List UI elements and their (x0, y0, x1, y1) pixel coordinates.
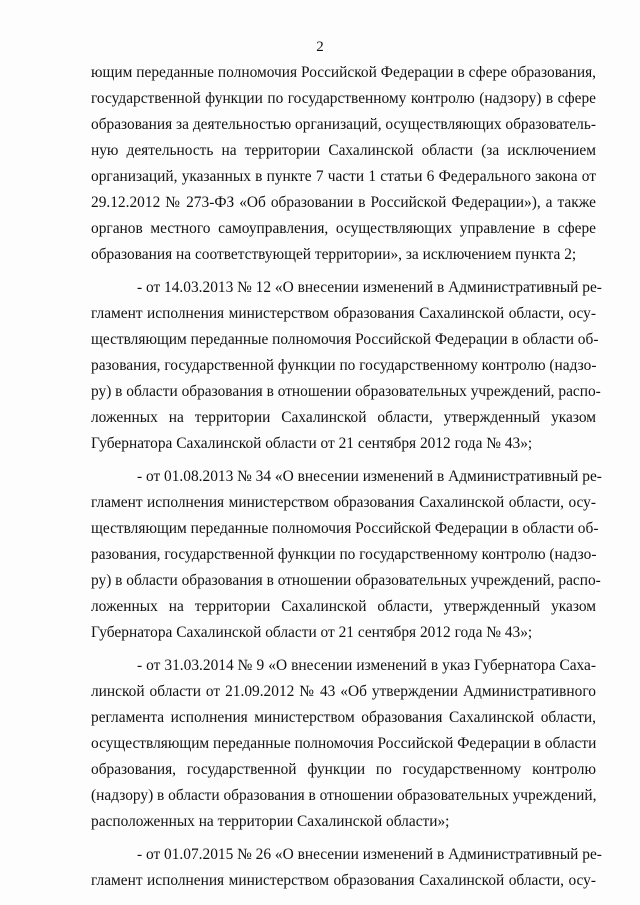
text-line: регламента исполнения министерством образования Сахалинской области, (91, 709, 596, 726)
text-line: линской области от 21.09.2012 № 43 «Об утверждении Административного (91, 683, 596, 700)
paragraph-intro-continuation (91, 60, 596, 268)
text-line: ру) в области образования в отношении образовательных учреждений, распо- (91, 383, 601, 400)
paragraph-amendment-2013-03-14 (91, 275, 602, 457)
text-line: ющим переданные полномочия Российской Федерации в сфере образования, (91, 64, 596, 81)
text-line: образования за деятельностью организаций, осуществляющих образователь- (91, 116, 596, 133)
text-line: (надзору) в области образования в отношении образовательных учреждений, (91, 787, 597, 804)
text-line: ществляющим переданные полномочия Российской Федерации в области об- (91, 331, 599, 348)
text-line: 29.12.2012 № 273-ФЗ «Об образовании в Российской Федерации»), а также (91, 194, 596, 211)
text-line: - от 31.03.2014 № 9 «О внесении изменений в указ Губернатора Саха- (137, 657, 596, 674)
document-body (91, 60, 602, 901)
text-line: - от 01.07.2015 № 26 «О внесении изменений в Административный ре- (137, 846, 602, 863)
text-line: расположенных на территории Сахалинской области»; (91, 813, 450, 830)
text-line: осуществляющим переданные полномочия Российской Федерации в области (91, 735, 597, 752)
text-line: - от 14.03.2013 № 12 «О внесении изменений в Административный ре- (137, 279, 602, 296)
text-line: ложенных на территории Сахалинской области, утвержденный указом (91, 409, 596, 426)
text-line: образования на соответствующей территории», за исключением пункта 2; (91, 246, 577, 263)
text-line: ществляющим переданные полномочия Российской Федерации в области об- (91, 520, 599, 537)
text-line: гламент исполнения министерством образования Сахалинской области, осу- (91, 872, 596, 889)
text-line: гламент исполнения министерством образования Сахалинской области, осу- (91, 494, 596, 511)
text-line: Губернатора Сахалинской области от 21 сентября 2012 года № 43»; (91, 624, 533, 641)
text-line: гламент исполнения министерством образования Сахалинской области, осу- (91, 305, 596, 322)
paragraph-amendment-2015-07-01 (91, 842, 602, 894)
text-line: ру) в области образования в отношении образовательных учреждений, распо- (91, 572, 601, 589)
text-line: Губернатора Сахалинской области от 21 сентября 2012 года № 43»; (91, 435, 533, 452)
text-line: разования, государственной функции по государственному контролю (надзо- (91, 546, 597, 563)
paragraph-amendment-2014-03-31 (91, 653, 596, 835)
text-line: разования, государственной функции по государственному контролю (надзо- (91, 357, 597, 374)
text-line: - от 01.08.2013 № 34 «О внесении изменений в Административный ре- (137, 468, 602, 485)
text-line: органов местного самоуправления, осуществляющих управление в сфере (91, 220, 596, 237)
paragraph-amendment-2013-08-01 (91, 464, 602, 646)
text-line: ложенных на территории Сахалинской области, утвержденный указом (91, 598, 596, 615)
page-number: 2 (316, 39, 324, 55)
text-line: образования, государственной функции по государственному контролю (91, 761, 596, 778)
text-line: государственной функции по государственному контролю (надзору) в сфере (91, 90, 596, 107)
text-line: организаций, указанных в пункте 7 части 1 статьи 6 Федерального закона от (91, 168, 596, 185)
text-line: ную деятельность на территории Сахалинской области (за исключением (91, 142, 596, 159)
